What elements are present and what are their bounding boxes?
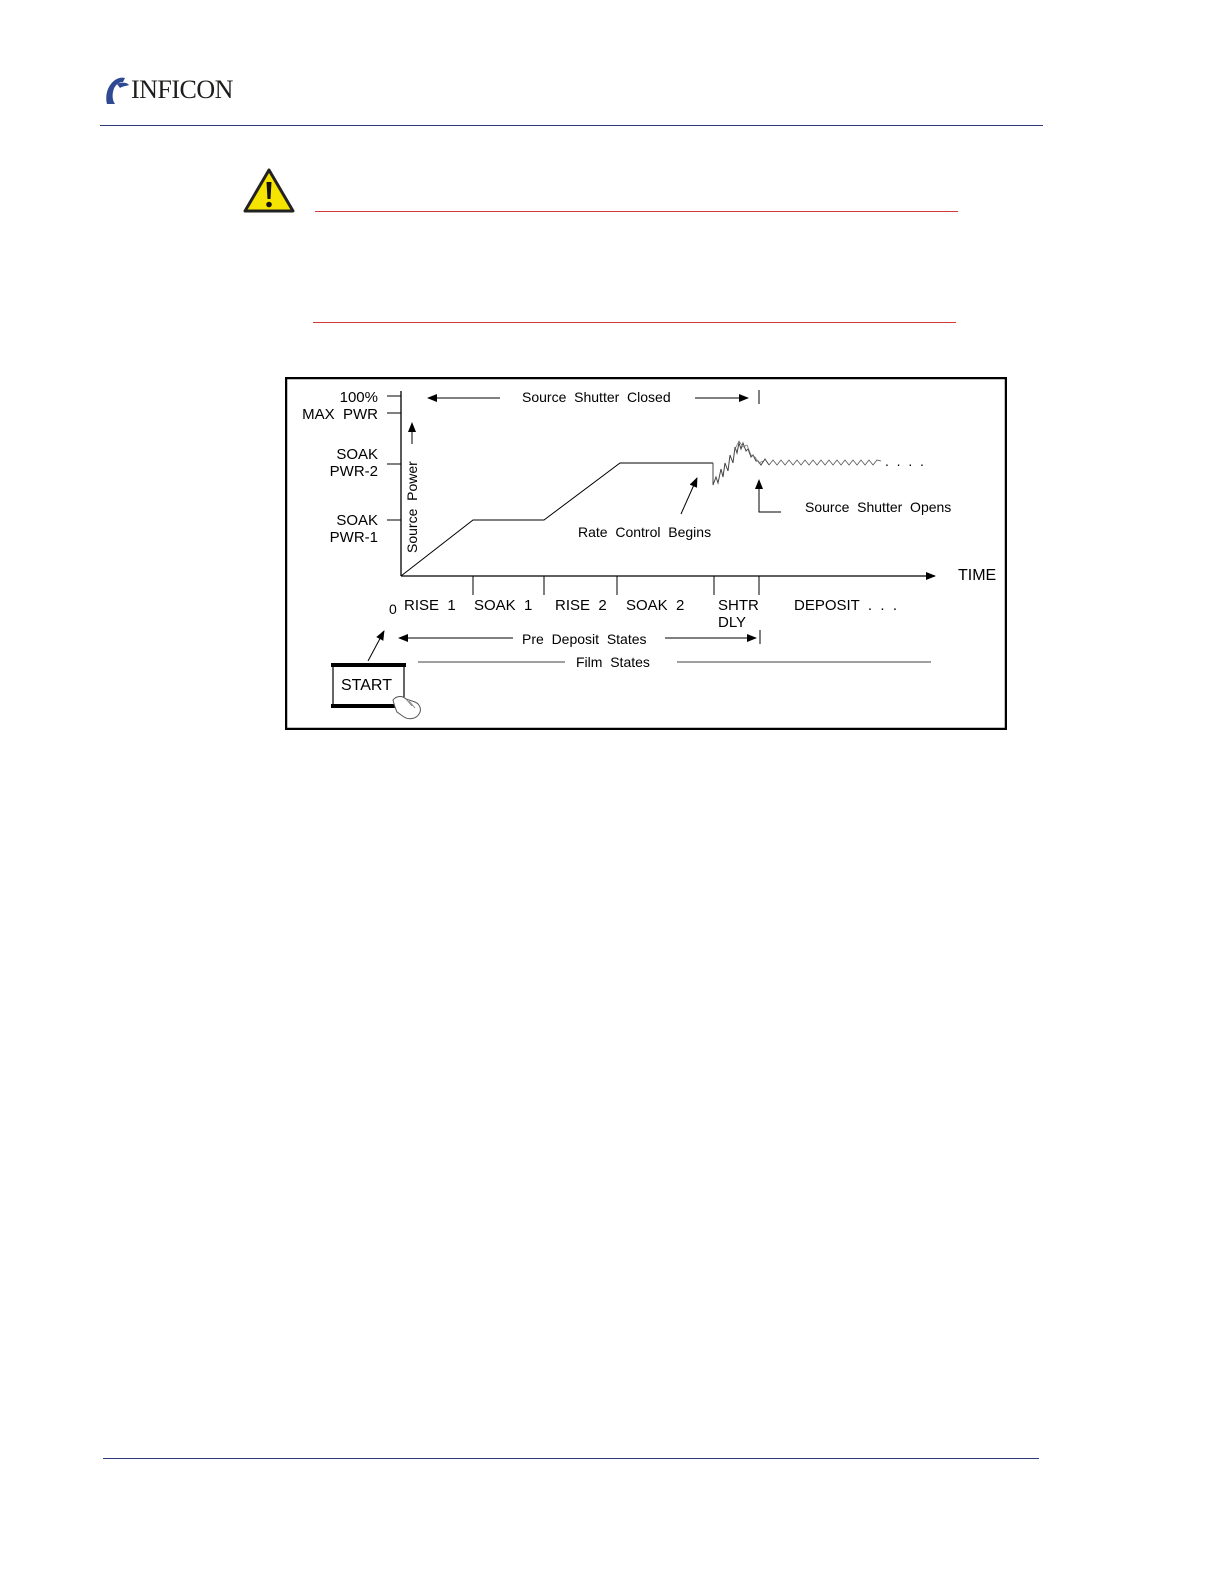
logo-mark-icon bbox=[103, 74, 131, 108]
soak-pwr-2-label-2: PWR-2 bbox=[329, 463, 378, 480]
state-deposit: DEPOSIT . . . bbox=[794, 597, 898, 614]
inficon-logo bbox=[103, 74, 253, 108]
shutter-opens-label: Source Shutter Opens bbox=[805, 499, 952, 515]
origin-label: 0 bbox=[389, 601, 397, 617]
caution-bottom-rule bbox=[313, 322, 956, 323]
soak-pwr-1-label-1: SOAK bbox=[336, 512, 378, 529]
source-power-state-diagram bbox=[285, 377, 1007, 730]
max-pwr-label-2: MAX PWR bbox=[302, 406, 378, 423]
state-soak-2: SOAK 2 bbox=[626, 597, 685, 614]
pre-deposit-states-label: Pre Deposit States bbox=[522, 631, 647, 647]
diagram-frame bbox=[286, 378, 1006, 729]
source-power-axis-title: Source Power bbox=[404, 461, 420, 553]
shutter-closed-label: Source Shutter Closed bbox=[522, 389, 671, 405]
max-pwr-label-1: 100% bbox=[339, 389, 378, 406]
state-rise-2: RISE 2 bbox=[555, 597, 607, 614]
caution-icon bbox=[242, 167, 296, 215]
trailing-dots: . . . . bbox=[885, 453, 924, 469]
diagram-canvas bbox=[285, 377, 1007, 730]
footer-rule bbox=[103, 1458, 1039, 1459]
start-button-label: START bbox=[341, 677, 392, 694]
header-rule bbox=[100, 125, 1043, 126]
state-soak-1: SOAK 1 bbox=[474, 597, 533, 614]
caution-top-rule bbox=[315, 211, 958, 212]
film-states-label: Film States bbox=[576, 654, 650, 670]
brand-name: INFICON bbox=[131, 75, 233, 104]
rate-control-label: Rate Control Begins bbox=[578, 524, 712, 540]
state-shtr-dly-2: DLY bbox=[718, 614, 747, 631]
time-axis-label: TIME bbox=[958, 567, 997, 584]
state-rise-1: RISE 1 bbox=[404, 597, 456, 614]
soak-pwr-2-label-1: SOAK bbox=[336, 446, 378, 463]
state-shtr-dly-1: SHTR bbox=[718, 597, 759, 614]
soak-pwr-1-label-2: PWR-1 bbox=[329, 529, 378, 546]
